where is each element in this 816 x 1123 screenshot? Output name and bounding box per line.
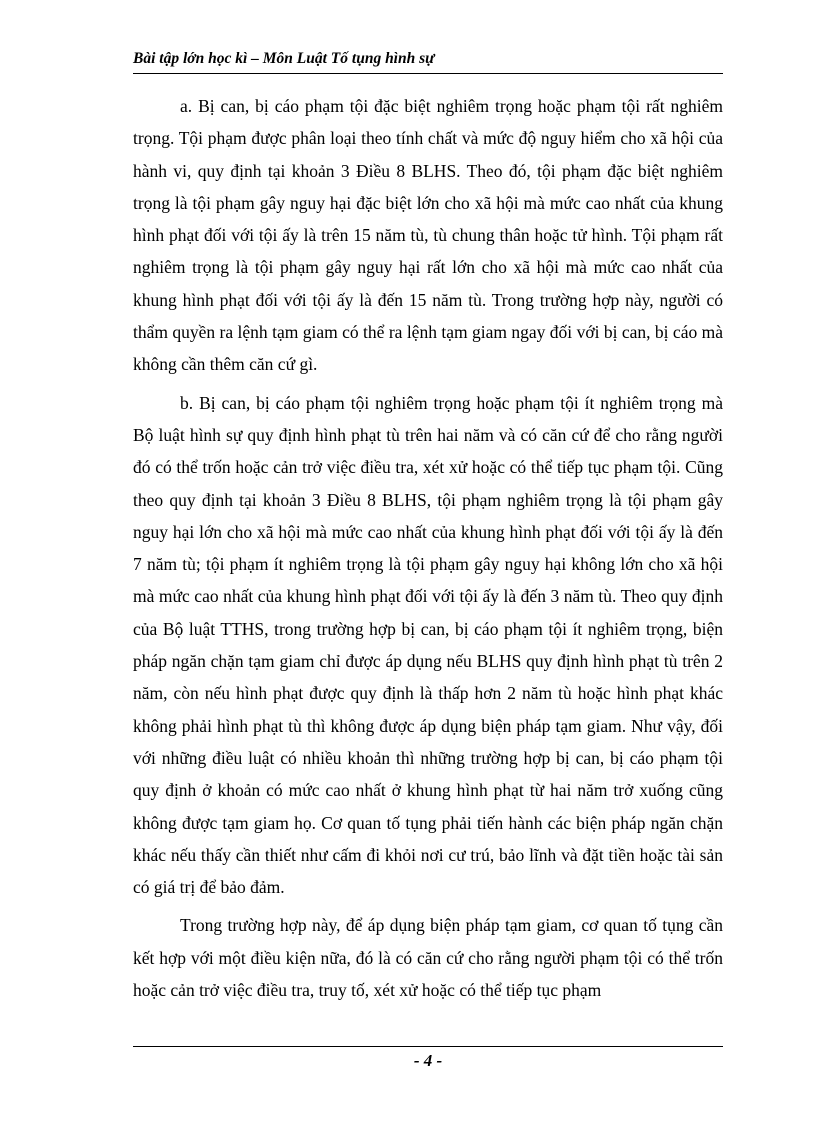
header-divider [133,73,723,74]
page-header [133,50,723,74]
header-title: Bài tập lớn học kì – Môn Luật Tố tụng hình sự [133,50,435,67]
document-body [133,90,723,1006]
paragraph-b: b. Bị can, bị cáo phạm tội nghiêm trọng hoặc phạm tội ít nghiêm trọng mà Bộ luật hình sự quy định hình phạt tù trên hai năm và có căn cứ để cho rằng người đó có thể trốn hoặc cản trở việc điều tra, xét xử hoặc có thể tiếp tục phạm tội. Cũng theo quy định tại khoản 3 Điều 8 BLHS, tội phạm nghiêm trọng là tội phạm gây nguy hại lớn cho xã hội mà mức cao nhất của khung hình phạt đối với tội ấy là đến 7 năm tù; tội phạm ít nghiêm trọng là tội phạm gây nguy hại không lớn cho xã hội mà mức cao nhất của khung hình phạt đối với tội ấy là đến 3 năm tù. Theo quy định của Bộ luật TTHS, trong trường hợp bị can, bị cáo phạm tội ít nghiêm trọng, biện pháp ngăn chặn tạm giam chỉ được áp dụng nếu BLHS quy định hình phạt tù trên 2 năm, còn nếu hình phạt được quy định là thấp hơn 2 năm tù hoặc hình phạt khác không phải hình phạt tù thì không được áp dụng biện pháp tạm giam. Như vậy, đối với những điều luật có nhiều khoản thì những trường hợp bị can, bị cáo phạm tội quy định ở khoản có mức cao nhất ở khung hình phạt từ hai năm trở xuống cũng không được tạm giam họ. Cơ quan tố tụng phải tiến hành các biện pháp ngăn chặn khác nếu thấy cần thiết như cấm đi khỏi nơi cư trú, bảo lĩnh và đặt tiền hoặc tài sản có giá trị để bảo đảm. [133,392,723,898]
footer-divider [133,1046,723,1047]
paragraph-c: Trong trường hợp này, để áp dụng biện pháp tạm giam, cơ quan tố tụng cần kết hợp với một điều kiện nữa, đó là có căn cứ cho rằng người phạm tội có thể trốn hoặc cản trở việc điều tra, truy tố, xét xử hoặc có thể tiếp tục phạm [133,915,723,1001]
page-number: - 4 - [413,1051,443,1070]
paragraph-a: a. Bị can, bị cáo phạm tội đặc biệt nghiêm trọng hoặc phạm tội rất nghiêm trọng. Tội phạm được phân loại theo tính chất và mức độ nguy hiểm cho xã hội của hành vi, quy định tại khoản 3 Điều 8 BLHS. Theo đó, tội phạm đặc biệt nghiêm trọng là tội phạm gây nguy hại đặc biệt lớn cho xã hội mà mức cao nhất của khung hình phạt đối với tội ấy là trên 15 năm tù, tù chung thân hoặc tử hình. Tội phạm rất nghiêm trọng là tội phạm gây nguy hại rất lớn cho xã hội mà mức cao nhất của khung hình phạt đối với tội ấy là đến 15 năm tù. Trong trường hợp này, người có thẩm quyền ra lệnh tạm giam có thể ra lệnh tạm giam ngay đối với bị can, bị cáo mà không cần thêm căn cứ gì. [133,96,723,375]
